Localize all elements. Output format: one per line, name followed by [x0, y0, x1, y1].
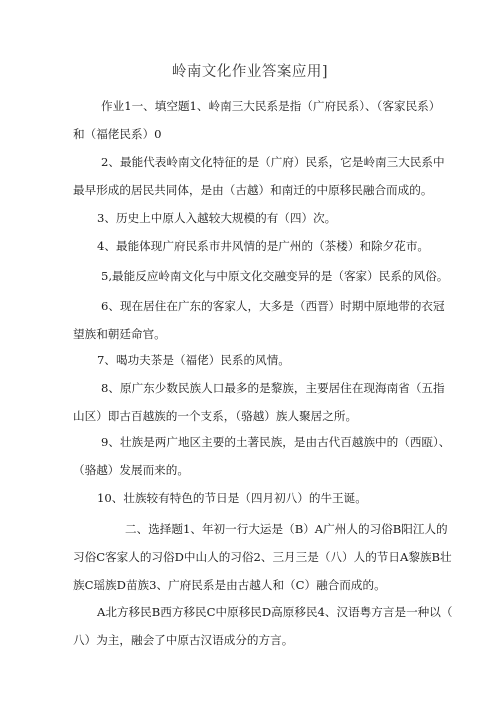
- text-line: 5,最能反应岭南文化与中原文化交融变异的是（客家）民系的风俗。: [101, 269, 449, 283]
- paragraph-12: [73, 598, 453, 654]
- text-line: 习俗C客家人的习俗D中山人的习俗2、三月三是（八）人的节日A黎族B壮: [73, 550, 452, 564]
- text-line: 族C瑶族D苗族3、广府民系是由古越人和（C）融合而成的。: [73, 578, 386, 592]
- paragraph-1: [73, 92, 443, 148]
- paragraph-3: [73, 204, 443, 232]
- text-line: 和（福佬民系）0: [73, 127, 162, 141]
- paragraph-5: [73, 262, 449, 290]
- text-line: 7、喝功夫茶是（福佬）民系的风情。: [97, 353, 290, 367]
- paragraph-2: [73, 148, 443, 204]
- text-line: 最早形成的居民共同体，是由（古越）和南迁的中原移民融合而成的。: [73, 183, 433, 197]
- text-line: 6、现在居住在广东的客家人，大多是（西晋）时期中原地带的衣冠: [101, 299, 445, 313]
- text-line: （骆越）发展而来的。: [73, 463, 189, 477]
- paragraph-7: [73, 346, 443, 374]
- text-line: A北方移民B西方移民C中原移民D高原移民4、汉语粤方言是一种以（: [97, 605, 453, 619]
- text-line: 2、最能代表岭南文化特征的是（广府）民系，它是岭南三大民系中: [101, 155, 445, 169]
- paragraph-9: [73, 428, 451, 484]
- text-line: 10、壮族较有特色的节日是（四月初八）的牛王诞。: [97, 491, 367, 505]
- text-line: 作业1一、填空题1、岭南三大民系是指（广府民系）、（客家民系）: [101, 99, 441, 113]
- text-line: 9、壮族是两广地区主要的土著民族，是由古代百越族中的（西瓯）、: [101, 435, 451, 449]
- paragraph-6: [73, 292, 443, 348]
- paragraph-4: [73, 232, 443, 260]
- text-line: 4、最能体现广府民系市井风情的是广州的（茶楼）和除夕花市。: [97, 239, 430, 253]
- paragraph-8: [73, 374, 443, 430]
- paragraph-10: [73, 484, 443, 512]
- text-line: 3、历史上中原人入越较大规模的有（四）次。: [97, 211, 337, 225]
- text-line: 望族和朝廷命官。: [73, 327, 166, 341]
- document-title: 岭南文化作业答案应用]: [171, 64, 329, 80]
- text-line: 八）为主，融会了中原古汉语成分的方言。: [73, 633, 294, 647]
- text-line: 二、选择题1、年初一行大运是（B）A广州人的习俗B阳江人的: [125, 522, 448, 536]
- text-line: 8、原广东少数民族人口最多的是黎族，主要居住在现海南省（五指: [101, 381, 445, 395]
- paragraph-11: [73, 515, 452, 599]
- text-line: 山区）即古百越族的一个支系，（骆越）族人聚居之所。: [73, 409, 358, 423]
